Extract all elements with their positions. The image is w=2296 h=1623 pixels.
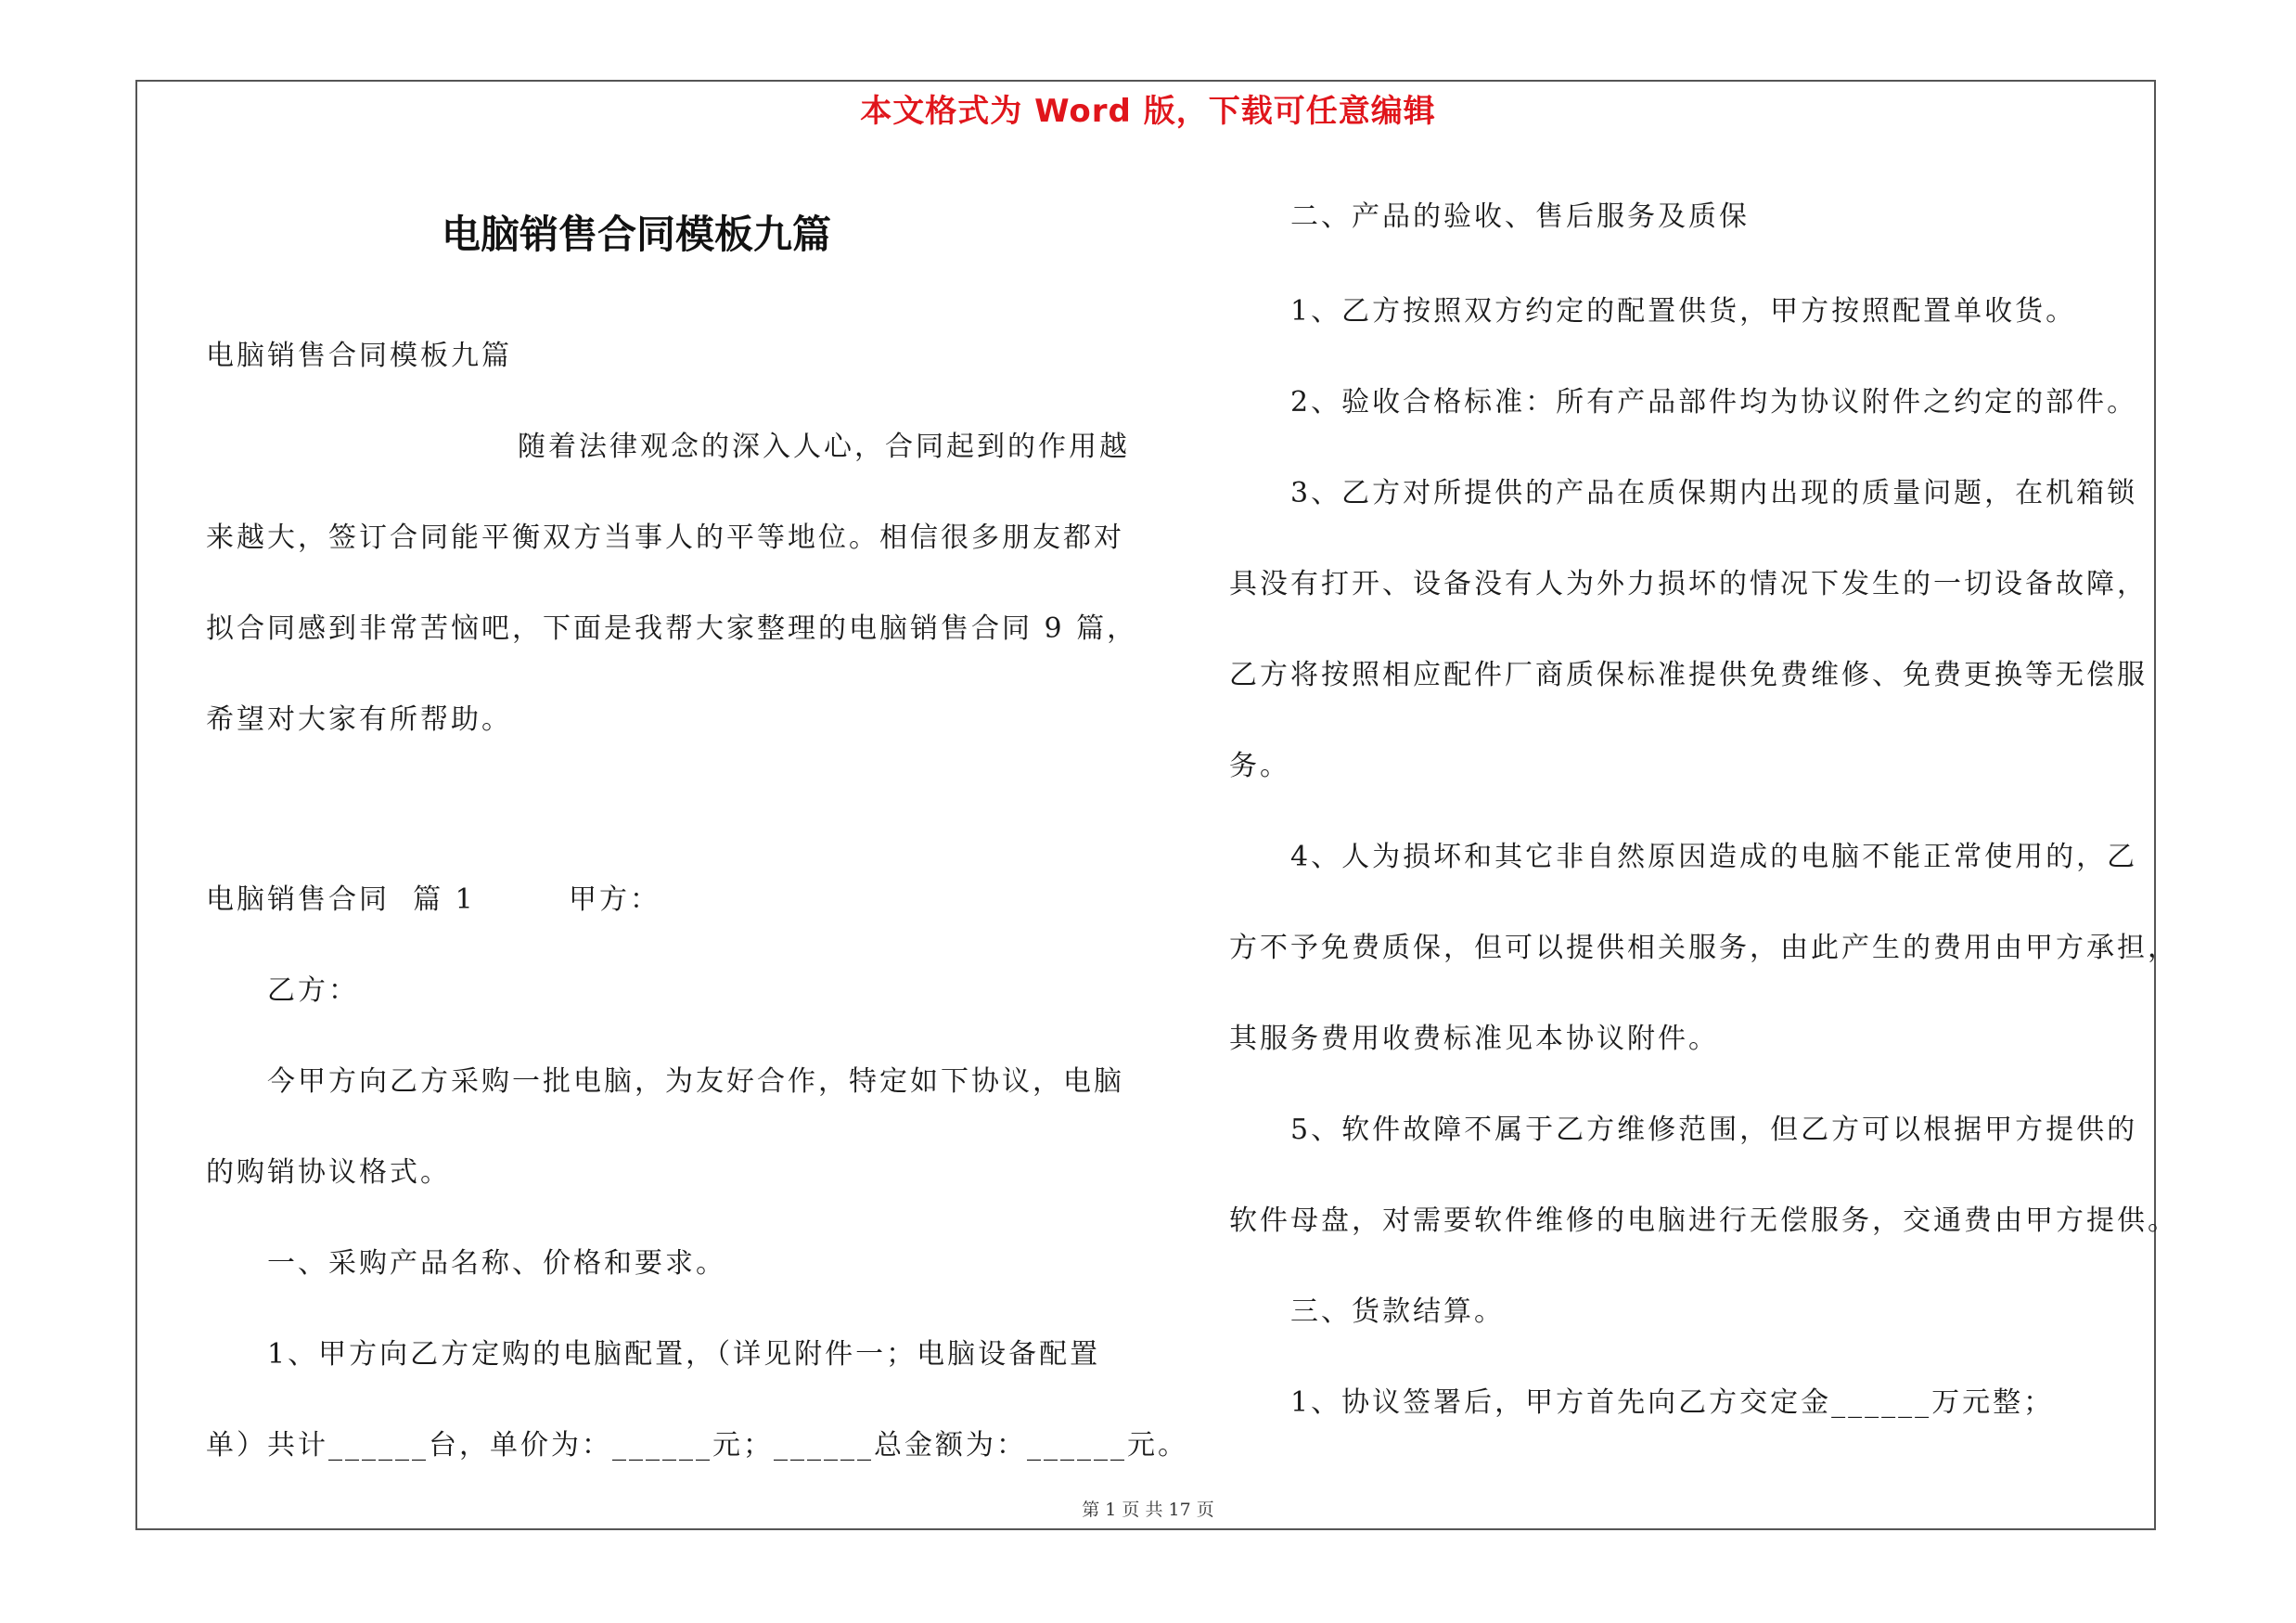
paragraph-line: 的购销协议格式。 xyxy=(206,1156,451,1189)
paragraph-line: 随着法律观念的深入人心，合同起到的作用越 xyxy=(518,431,1130,463)
paragraph-line: 来越大，签订合同能平衡双方当事人的平等地位。相信很多朋友都对 xyxy=(206,522,1124,554)
paragraph-line: 拟合同感到非常苦恼吧，下面是我帮大家整理的电脑销售合同 9 篇， xyxy=(206,612,1138,645)
paragraph-line: 今甲方向乙方采购一批电脑，为友好合作，特定如下协议，电脑 xyxy=(267,1065,1124,1098)
section-heading: 二、产品的验收、售后服务及质保 xyxy=(1290,200,1750,233)
format-banner: 本文格式为 Word 版，下载可任意编辑 xyxy=(860,93,1436,130)
paragraph-line: 电脑销售合同模板九篇 xyxy=(206,340,512,372)
paragraph-line: 方不予免费质保，但可以提供相关服务，由此产生的费用由甲方承担， xyxy=(1229,932,2178,964)
paragraph-line: 5、软件故障不属于乙方维修范围，但乙方可以根据甲方提供的 xyxy=(1290,1114,2138,1146)
paragraph-line: 2、验收合格标准：所有产品部件均为协议附件之约定的部件。 xyxy=(1290,386,2138,419)
page-number-footer: 第 1 页 共 17 页 xyxy=(1082,1500,1214,1520)
paragraph-line: 软件母盘，对需要软件维修的电脑进行无偿服务，交通费由甲方提供。 xyxy=(1229,1204,2178,1237)
paragraph-line: 乙方将按照相应配件厂商质保标准提供免费维修、免费更换等无偿服 xyxy=(1229,659,2148,691)
document-title: 电脑销售合同模板九篇 xyxy=(441,212,831,257)
paragraph-line: 乙方： xyxy=(267,974,359,1007)
paragraph-line: 单）共计______台，单价为：______元；______总金额为：______元。 xyxy=(206,1429,1188,1462)
paragraph-line: 3、乙方对所提供的产品在质保期内出现的质量问题，在机箱锁 xyxy=(1290,477,2138,509)
paragraph-line: 4、人为损坏和其它非自然原因造成的电脑不能正常使用的，乙 xyxy=(1290,841,2138,873)
paragraph-line: 一、采购产品名称、价格和要求。 xyxy=(267,1247,726,1280)
paragraph-line: 1、甲方向乙方定购的电脑配置，（详见附件一；电脑设备配置 xyxy=(267,1338,1101,1371)
paragraph-line: 1、乙方按照双方约定的配置供货，甲方按照配置单收货。 xyxy=(1290,295,2077,328)
paragraph-line: 其服务费用收费标准见本协议附件。 xyxy=(1229,1023,1719,1055)
paragraph-line: 1、协议签署后，甲方首先向乙方交定金______万元整； xyxy=(1290,1386,2055,1419)
section-heading: 电脑销售合同 篇 1 甲方： xyxy=(206,883,661,916)
paragraph-line: 务。 xyxy=(1229,750,1290,782)
paragraph-line: 希望对大家有所帮助。 xyxy=(206,703,512,736)
paragraph-line: 具没有打开、设备没有人为外力损坏的情况下发生的一切设备故障， xyxy=(1229,568,2148,600)
section-heading: 三、货款结算。 xyxy=(1290,1295,1505,1328)
